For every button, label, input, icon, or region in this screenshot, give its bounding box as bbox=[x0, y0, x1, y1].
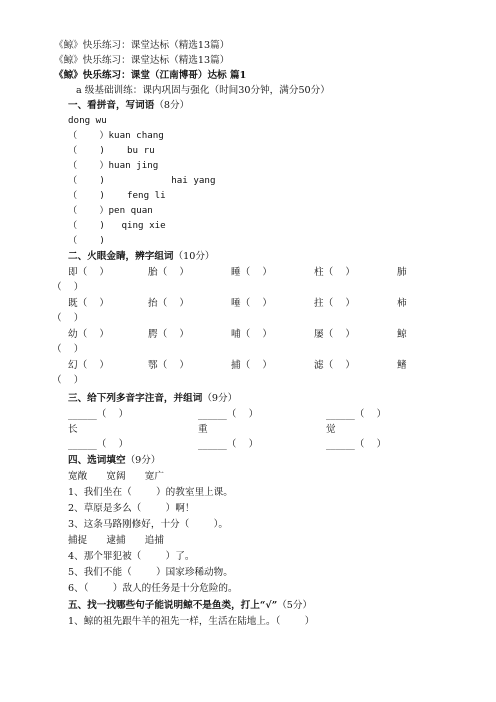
article-title: 《鲸》快乐练习：课堂（江南博哥）达标 篇1 bbox=[54, 70, 247, 81]
polyphone-char: 觉 bbox=[326, 424, 336, 435]
pinyin-blank: ______（ ） bbox=[198, 439, 259, 450]
section3-heading bbox=[68, 392, 237, 406]
char-cell: 柱（ ） bbox=[314, 267, 355, 278]
pinyin-line: （ ) hai yang bbox=[68, 175, 216, 186]
section3-title: 三、给下列多音字注音，并组词 bbox=[68, 393, 203, 404]
char-cell: 拄（ ） bbox=[314, 298, 355, 309]
char-cell: 哺（ ） bbox=[231, 329, 272, 340]
pinyin-line: （ ) qing xie bbox=[68, 220, 166, 231]
char-cell-cont: （ ） bbox=[52, 313, 84, 324]
char-cell: 鳍 bbox=[397, 360, 407, 371]
char-cell: 滤（ ） bbox=[314, 360, 355, 371]
section1-score: （8分） bbox=[154, 100, 190, 111]
intro-line: a 级基础训练：课内巩固与强化（时间30分钟，满分50分） bbox=[76, 85, 330, 96]
section4-heading bbox=[68, 454, 160, 468]
fill-item: 4、那个罪犯被（ ）了。 bbox=[68, 551, 195, 562]
char-cell-cont: （ ） bbox=[52, 344, 84, 355]
pinyin-line: （ ) bbox=[68, 235, 105, 246]
header-line-1: 《鲸》快乐练习：课堂达标（精选13篇） bbox=[54, 40, 230, 51]
section5-title: 五、找一找哪些句子能说明鲸不是鱼类，打上“√” bbox=[68, 600, 278, 611]
word-choices: 宽敞 宽阔 宽广 bbox=[68, 471, 164, 482]
header-line-2: 《鲸》快乐练习：课堂达标（精选13篇） bbox=[54, 55, 230, 66]
fill-item: 2、草原是多么（ ）啊！ bbox=[68, 503, 195, 514]
section2-score: （10分） bbox=[173, 251, 215, 262]
char-cell: 抬（ ） bbox=[148, 298, 189, 309]
char-cell: 捕（ ） bbox=[231, 360, 272, 371]
char-cell: 幻（ ） bbox=[68, 360, 109, 371]
char-cell: 腭（ ） bbox=[148, 329, 189, 340]
pinyin-line: （ ）kuan chang bbox=[68, 130, 164, 141]
section1-title: 一、看拼音，写词语 bbox=[68, 100, 155, 111]
pinyin-blank: ______（ ） bbox=[68, 409, 129, 420]
fill-item: 1、我们坐在（ ）的教室里上课。 bbox=[68, 487, 233, 498]
word-choices: 捕捉 逮捕 追捕 bbox=[68, 535, 164, 546]
char-cell: 鲸 bbox=[397, 329, 407, 340]
pinyin-line: （ ) feng li bbox=[68, 190, 166, 201]
section4-title: 四、选词填空 bbox=[68, 455, 126, 466]
char-cell: 即（ ） bbox=[68, 267, 109, 278]
char-cell: 既（ ） bbox=[68, 298, 109, 309]
char-cell: 柿 bbox=[397, 298, 407, 309]
char-cell-cont: （ ） bbox=[52, 375, 84, 386]
fill-item: 5、我们不能（ ）国家珍稀动物。 bbox=[68, 567, 233, 578]
section2-title: 二、火眼金睛，辨字组词 bbox=[68, 251, 174, 262]
char-cell: 屡（ ） bbox=[314, 329, 355, 340]
section3-score: （9分） bbox=[202, 393, 238, 404]
pinyin-line: （ ）pen quan bbox=[68, 205, 153, 216]
section4-score: （9分） bbox=[125, 455, 161, 466]
pinyin-line: dong wu bbox=[68, 115, 107, 126]
section5-heading bbox=[68, 599, 312, 613]
pinyin-blank: ______（ ） bbox=[198, 409, 259, 420]
char-cell: 唾（ ） bbox=[231, 298, 272, 309]
polyphone-char: 重 bbox=[198, 424, 208, 435]
fill-item: 6、（ ）敌人的任务是十分危险的。 bbox=[68, 583, 238, 594]
section5-score: （5分） bbox=[277, 600, 313, 611]
judge-item: 1、鲸的祖先跟牛羊的祖先一样，生活在陆地上。（ ） bbox=[68, 616, 315, 627]
char-cell: 肺 bbox=[397, 267, 407, 278]
pinyin-blank: ______（ ） bbox=[326, 439, 387, 450]
char-cell-cont: （ ） bbox=[52, 282, 84, 293]
char-cell: 幼（ ） bbox=[68, 329, 109, 340]
section2-heading bbox=[68, 250, 215, 264]
pinyin-line: （ ) bu ru bbox=[68, 145, 155, 156]
fill-item: 3、这条马路刚修好，十分（ ）。 bbox=[68, 519, 229, 530]
char-cell: 胎（ ） bbox=[148, 267, 189, 278]
char-cell: 鄂（ ） bbox=[148, 360, 189, 371]
polyphone-char: 长 bbox=[68, 424, 78, 435]
pinyin-blank: ______（ ） bbox=[68, 439, 129, 450]
char-cell: 睡（ ） bbox=[231, 267, 272, 278]
section1-heading bbox=[68, 99, 189, 113]
pinyin-line: （ ）huan jing bbox=[68, 160, 159, 171]
pinyin-blank: ______（ ） bbox=[326, 409, 387, 420]
